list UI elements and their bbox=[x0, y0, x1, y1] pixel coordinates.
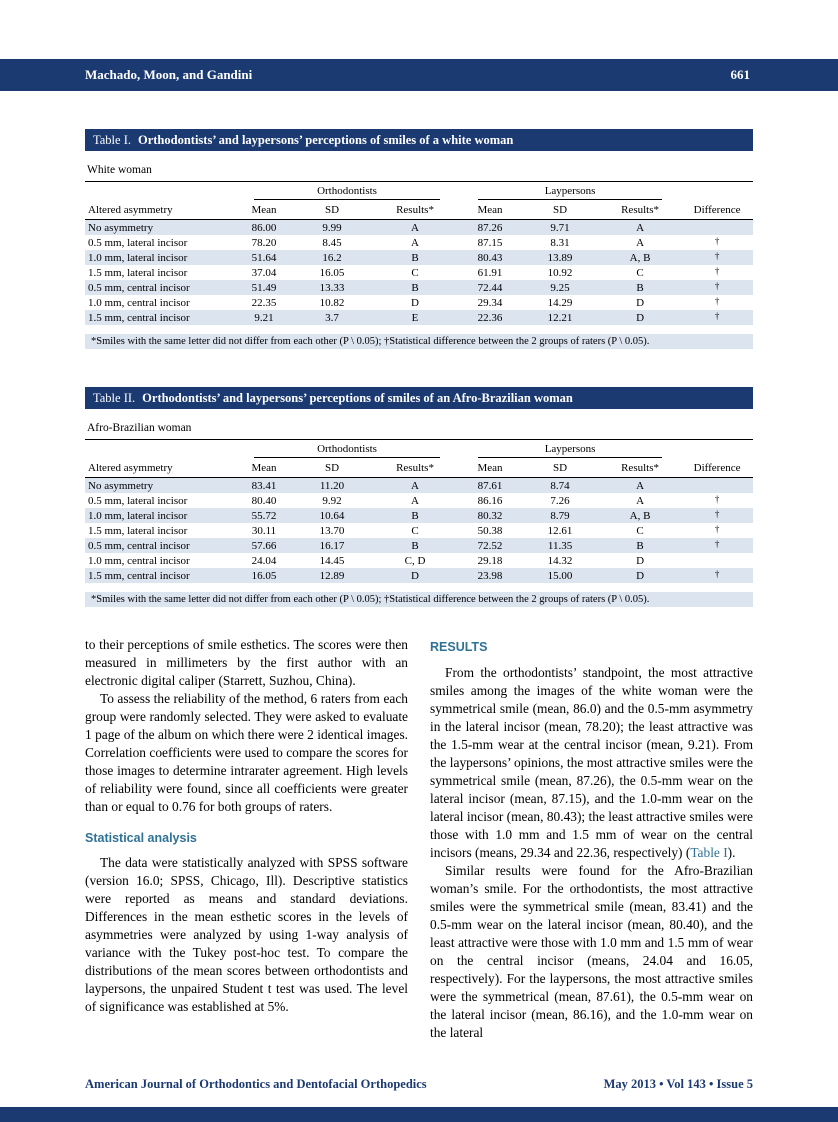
cell-value: D bbox=[636, 569, 645, 582]
cell-value: 11.20 bbox=[319, 479, 345, 492]
table-row bbox=[85, 220, 753, 236]
group-laypersons-label: Laypersons bbox=[478, 185, 662, 200]
cell-value: 12.89 bbox=[319, 569, 345, 582]
cell-value: D bbox=[636, 296, 645, 309]
cell-value: 13.89 bbox=[547, 251, 573, 264]
cell-value: 22.36 bbox=[477, 311, 503, 324]
col-lay-results: Results* bbox=[599, 459, 681, 478]
cell-value: 61.91 bbox=[477, 266, 503, 279]
cell-value: 72.52 bbox=[477, 539, 503, 552]
cell-value: B bbox=[636, 539, 644, 552]
spacer-cell bbox=[681, 182, 753, 202]
table-row bbox=[85, 265, 753, 280]
table-row bbox=[85, 553, 753, 568]
cell-value: 9.25 bbox=[550, 281, 570, 294]
cell-value: C, D bbox=[404, 554, 426, 567]
table-2 bbox=[85, 439, 753, 583]
table-2-caption bbox=[85, 387, 753, 409]
row-label: 0.5 mm, central incisor bbox=[88, 539, 190, 552]
cell-value: A bbox=[411, 236, 419, 249]
table-row bbox=[85, 523, 753, 538]
cell-value: A, B bbox=[629, 509, 651, 522]
table-2-block bbox=[85, 387, 753, 607]
row-label: 0.5 mm, lateral incisor bbox=[88, 494, 188, 507]
row-label: No asymmetry bbox=[88, 221, 154, 234]
paragraph: to their perceptions of smile esthetics. The scores were then measured in millimeters by the first author with an electronic digital caliper (Starrett, Suzhou, China). bbox=[85, 637, 408, 688]
footer-journal-title: American Journal of Orthodontics and Dentofacial Orthopedics bbox=[85, 1077, 427, 1091]
col-difference: Difference bbox=[681, 201, 753, 220]
col-altered-asymmetry: Altered asymmetry bbox=[85, 201, 235, 220]
paragraph bbox=[430, 664, 753, 862]
cell-value: A bbox=[411, 494, 419, 507]
cell-value: A, B bbox=[629, 251, 651, 264]
cell-value: 16.2 bbox=[322, 251, 342, 264]
col-lay-sd: SD bbox=[521, 459, 599, 478]
diff-marker bbox=[681, 478, 753, 494]
table-row bbox=[85, 295, 753, 310]
cell-value: 80.40 bbox=[251, 494, 277, 507]
cell-value: 87.26 bbox=[477, 221, 503, 234]
cell-value: 8.31 bbox=[550, 236, 570, 249]
row-label: 1.5 mm, central incisor bbox=[88, 311, 190, 324]
col-ortho-results: Results* bbox=[371, 459, 459, 478]
paragraph-text: From the orthodontists’ standpoint, the most attractive smiles among the images of the white woman were the symmetrical smile (mean, 86.0) and the 0.5-mm asymmetry in the lateral incisor (mean, 78.20); the least attractive was the 1.5-mm wear at the central incisor (mean, 9.21). From the laypersons’ opinions, the most attractive smiles were the symmetrical smile (mean, 87.26), the 0.5-mm wear on the lateral incisor (mean, 87.15), and the 1.0-mm wear on the lateral incisor (mean, 80.43); the least attractive smiles were those with 1.0 mm and 1.5 mm of wear on the central incisors (means, 29.34 and 22.36, respectively) ( bbox=[430, 665, 753, 860]
cell-value: 72.44 bbox=[477, 281, 503, 294]
cell-value: 13.70 bbox=[319, 524, 345, 537]
page-footer bbox=[85, 1077, 753, 1092]
cell-value: B bbox=[636, 281, 644, 294]
diff-marker: † bbox=[714, 494, 720, 504]
row-label: 1.5 mm, lateral incisor bbox=[88, 524, 188, 537]
cell-value: D bbox=[636, 554, 645, 567]
cell-value: 8.45 bbox=[322, 236, 342, 249]
cell-value: 9.71 bbox=[550, 221, 570, 234]
table-2-group-header-row bbox=[85, 440, 753, 460]
spacer-cell bbox=[681, 440, 753, 460]
diff-marker bbox=[681, 220, 753, 236]
cell-value: A bbox=[636, 221, 645, 234]
footer-bar bbox=[0, 1107, 838, 1122]
cell-value: C bbox=[411, 524, 419, 537]
cell-value: 29.34 bbox=[477, 296, 503, 309]
cell-value: 8.79 bbox=[550, 509, 570, 522]
top-margin bbox=[0, 0, 838, 59]
table-row bbox=[85, 478, 753, 494]
cell-value: 13.33 bbox=[319, 281, 345, 294]
group-orthodontists bbox=[235, 182, 459, 202]
cell-value: 23.98 bbox=[477, 569, 503, 582]
col-ortho-mean: Mean bbox=[235, 459, 293, 478]
paragraph-text: ). bbox=[727, 845, 736, 860]
cell-value: 37.04 bbox=[251, 266, 277, 279]
row-label: 0.5 mm, central incisor bbox=[88, 281, 190, 294]
paragraph: Similar results were found for the Afro-Brazilian woman’s smile. For the orthodontists, the most attractive smiles were the symmetrical smile (mean, 83.41) and the 0.5-mm wear on the lateral incisor (mean, 80.40), and the least attractive were those with 1.0 mm and 1.5 mm of wear on the central incisor (means, 24.04 and 16.05, respectively). For the laypersons, the most attractive smiles were the symmetrical (mean, 87.61), the 0.5-mm wear on the lateral incisor (mean, 86.16), and the 1.0-mm wear on the lateral bbox=[430, 863, 753, 1040]
cell-value: 51.49 bbox=[251, 281, 277, 294]
cell-value: 9.21 bbox=[254, 311, 274, 324]
cell-value: A bbox=[636, 494, 645, 507]
cell-value: 16.05 bbox=[319, 266, 345, 279]
cell-value: 80.32 bbox=[477, 509, 503, 522]
cell-value: 3.7 bbox=[325, 311, 339, 324]
paragraph: The data were statistically analyzed with SPSS software (version 16.0; SPSS, Chicago, Ill). Descriptive statistics were reported as means and standard deviations. Differences in the mean esthetic scores in the levels of asymmetries were analyzed by using 1-way analysis of variance with the Tukey post-hoc test. To compare the distributions of the mean scores between orthodontists and laypersons, the unpaired Student t test was used. The level of significance was established at 5%. bbox=[85, 855, 408, 1014]
cell-value: A bbox=[411, 221, 419, 234]
cell-value: 30.11 bbox=[251, 524, 277, 537]
cell-value: 15.00 bbox=[547, 569, 573, 582]
table-row bbox=[85, 310, 753, 325]
page-number: 661 bbox=[730, 67, 750, 82]
table-row bbox=[85, 568, 753, 583]
table-1-footnote: *Smiles with the same letter did not differ from each other (P \ 0.05); †Statistical difference between the 2 groups of raters (P \ 0.05). bbox=[85, 334, 753, 349]
section-heading-results: RESULTS bbox=[430, 640, 488, 654]
cell-value: 50.38 bbox=[477, 524, 503, 537]
spacer-cell bbox=[85, 440, 235, 460]
cell-value: B bbox=[411, 539, 419, 552]
table-1-crossref-link[interactable]: Table I bbox=[690, 845, 728, 860]
cell-value: E bbox=[411, 311, 419, 324]
col-lay-mean: Mean bbox=[459, 459, 521, 478]
group-orthodontists-label: Orthodontists bbox=[254, 185, 440, 200]
table-1-block bbox=[85, 129, 753, 349]
cell-value: 86.16 bbox=[477, 494, 503, 507]
table-row bbox=[85, 235, 753, 250]
cell-value: 7.26 bbox=[550, 494, 570, 507]
col-ortho-mean: Mean bbox=[235, 201, 293, 220]
diff-marker bbox=[681, 553, 753, 568]
cell-value: 22.35 bbox=[251, 296, 277, 309]
table-row bbox=[85, 538, 753, 553]
table-1-label: Table I. bbox=[93, 133, 131, 147]
table-1-title: Orthodontists’ and laypersons’ perceptions of smiles of a white woman bbox=[138, 133, 514, 147]
col-ortho-results: Results* bbox=[371, 201, 459, 220]
diff-marker: † bbox=[714, 311, 720, 321]
cell-value: 10.82 bbox=[319, 296, 345, 309]
footer-issue-info: May 2013 • Vol 143 • Issue 5 bbox=[603, 1077, 753, 1091]
table-2-label: Table II. bbox=[93, 391, 136, 405]
diff-marker: † bbox=[714, 524, 720, 534]
table-1 bbox=[85, 181, 753, 325]
cell-value: 83.41 bbox=[251, 479, 277, 492]
cell-value: 16.05 bbox=[251, 569, 277, 582]
row-label: 1.5 mm, lateral incisor bbox=[88, 266, 188, 279]
table-2-column-header-row bbox=[85, 459, 753, 478]
left-column bbox=[85, 636, 408, 1042]
diff-marker: † bbox=[714, 281, 720, 291]
running-head bbox=[0, 59, 838, 91]
cell-value: 12.21 bbox=[547, 311, 573, 324]
table-2-footnote: *Smiles with the same letter did not differ from each other (P \ 0.05); †Statistical difference between the 2 groups of raters (P \ 0.05). bbox=[85, 592, 753, 607]
cell-value: 87.15 bbox=[477, 236, 503, 249]
cell-value: 29.18 bbox=[477, 554, 503, 567]
table-1-column-header-row bbox=[85, 201, 753, 220]
group-laypersons-label: Laypersons bbox=[478, 443, 662, 458]
row-label: 1.0 mm, central incisor bbox=[88, 554, 190, 567]
cell-value: C bbox=[636, 266, 644, 279]
cell-value: 10.64 bbox=[319, 509, 345, 522]
col-lay-mean: Mean bbox=[459, 201, 521, 220]
group-orthodontists bbox=[235, 440, 459, 460]
table-row bbox=[85, 508, 753, 523]
cell-value: 24.04 bbox=[251, 554, 277, 567]
cell-value: 51.64 bbox=[251, 251, 277, 264]
cell-value: 86.00 bbox=[251, 221, 277, 234]
cell-value: 78.20 bbox=[251, 236, 277, 249]
table-2-subtitle: Afro-Brazilian woman bbox=[87, 422, 192, 434]
cell-value: D bbox=[411, 569, 419, 582]
row-label: No asymmetry bbox=[88, 479, 154, 492]
cell-value: 16.17 bbox=[319, 539, 345, 552]
diff-marker: † bbox=[714, 236, 720, 246]
body-text bbox=[85, 636, 753, 1042]
col-lay-sd: SD bbox=[521, 201, 599, 220]
table-row bbox=[85, 493, 753, 508]
cell-value: 11.35 bbox=[547, 539, 573, 552]
cell-value: D bbox=[636, 311, 645, 324]
page-content bbox=[85, 129, 753, 1042]
group-orthodontists-label: Orthodontists bbox=[254, 443, 440, 458]
table-row bbox=[85, 280, 753, 295]
row-label: 1.0 mm, central incisor bbox=[88, 296, 190, 309]
row-label: 1.5 mm, central incisor bbox=[88, 569, 190, 582]
cell-value: A bbox=[411, 479, 419, 492]
cell-value: 9.99 bbox=[322, 221, 342, 234]
cell-value: 14.29 bbox=[547, 296, 573, 309]
row-label: 1.0 mm, lateral incisor bbox=[88, 509, 188, 522]
diff-marker: † bbox=[714, 251, 720, 261]
cell-value: A bbox=[636, 479, 645, 492]
cell-value: 87.61 bbox=[477, 479, 503, 492]
spacer-cell bbox=[85, 182, 235, 202]
cell-value: A bbox=[636, 236, 645, 249]
cell-value: B bbox=[411, 251, 419, 264]
cell-value: D bbox=[411, 296, 419, 309]
right-column bbox=[430, 636, 753, 1042]
cell-value: 8.74 bbox=[550, 479, 570, 492]
cell-value: 12.61 bbox=[547, 524, 573, 537]
table-1-caption bbox=[85, 129, 753, 151]
table-1-group-header-row bbox=[85, 182, 753, 202]
cell-value: 55.72 bbox=[251, 509, 277, 522]
col-altered-asymmetry: Altered asymmetry bbox=[85, 459, 235, 478]
diff-marker: † bbox=[714, 509, 720, 519]
cell-value: 57.66 bbox=[251, 539, 277, 552]
table-2-title: Orthodontists’ and laypersons’ perceptions of smiles of an Afro-Brazilian woman bbox=[142, 391, 573, 405]
col-difference: Difference bbox=[681, 459, 753, 478]
cell-value: B bbox=[411, 509, 419, 522]
diff-marker: † bbox=[714, 569, 720, 579]
table-row bbox=[85, 250, 753, 265]
cell-value: 9.92 bbox=[322, 494, 342, 507]
diff-marker: † bbox=[714, 266, 720, 276]
running-head-authors: Machado, Moon, and Gandini bbox=[85, 67, 253, 82]
paragraph: To assess the reliability of the method, 6 raters from each group were randomly selected. They were asked to evaluate 1 page of the album on which there were 2 identical images. Correlation coefficients were used to compare the scores for those images to determine intrarater agreement. High levels of reliability were found, since all coefficients were greater than or equal to 0.76 for both groups of raters. bbox=[85, 691, 408, 814]
cell-value: C bbox=[411, 266, 419, 279]
col-lay-results: Results* bbox=[599, 201, 681, 220]
cell-value: C bbox=[636, 524, 644, 537]
cell-value: B bbox=[411, 281, 419, 294]
diff-marker: † bbox=[714, 539, 720, 549]
diff-marker: † bbox=[714, 296, 720, 306]
row-label: 0.5 mm, lateral incisor bbox=[88, 236, 188, 249]
group-laypersons bbox=[459, 182, 681, 202]
cell-value: 14.32 bbox=[547, 554, 573, 567]
table-1-subtitle: White woman bbox=[87, 164, 152, 176]
cell-value: 10.92 bbox=[547, 266, 573, 279]
cell-value: 14.45 bbox=[319, 554, 345, 567]
col-ortho-sd: SD bbox=[293, 459, 371, 478]
row-label: 1.0 mm, lateral incisor bbox=[88, 251, 188, 264]
col-ortho-sd: SD bbox=[293, 201, 371, 220]
group-laypersons bbox=[459, 440, 681, 460]
cell-value: 80.43 bbox=[477, 251, 503, 264]
section-heading-statistical-analysis: Statistical analysis bbox=[85, 831, 197, 845]
